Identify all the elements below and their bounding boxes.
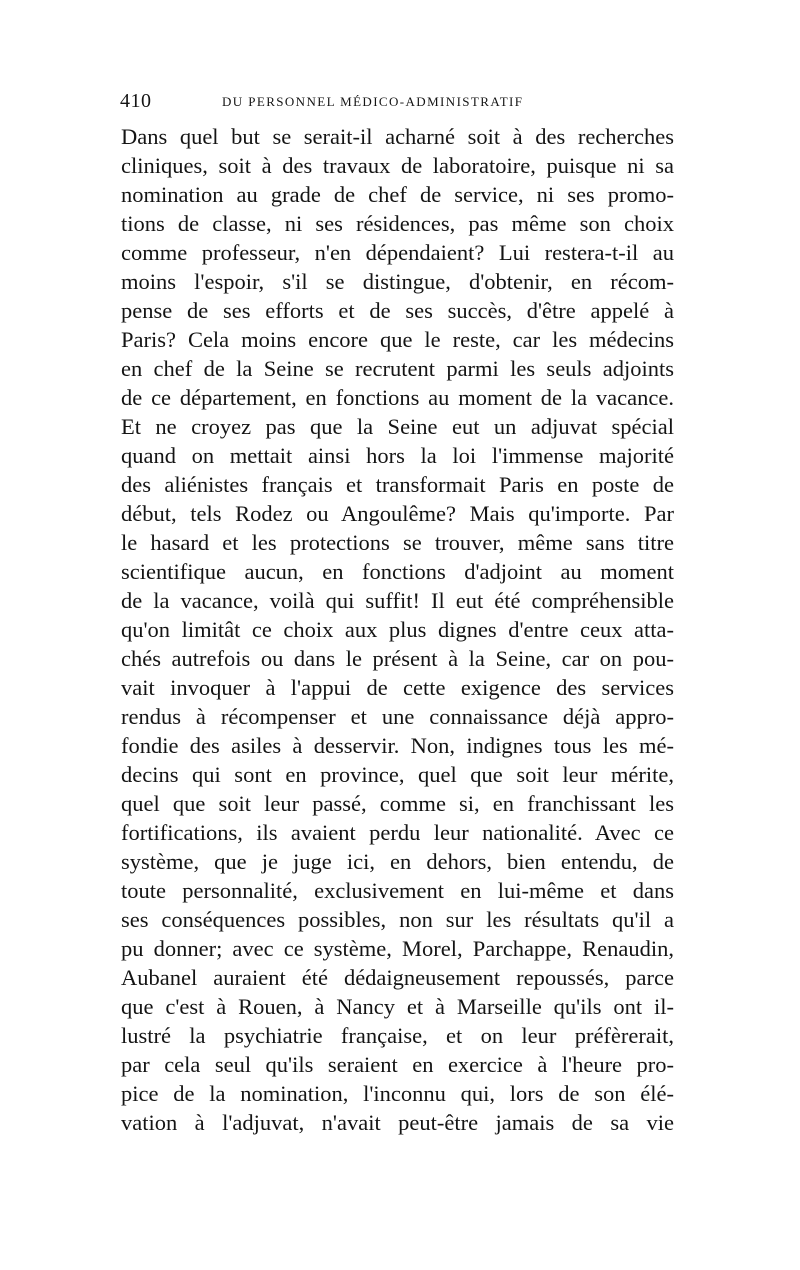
text-line: ses conséquences possibles, non sur les résultats qu'il a <box>121 907 674 932</box>
text-line: pice de la nomination, l'inconnu qui, lors de son élé- <box>121 1081 674 1106</box>
running-head <box>120 90 680 114</box>
text-line: nomination au grade de chef de service, ni ses promo- <box>121 182 674 207</box>
running-title: DU PERSONNEL MÉDICO-ADMINISTRATIF <box>222 94 524 109</box>
text-line: pense de ses efforts et de ses succès, d'être appelé à <box>121 298 674 323</box>
text-line: Aubanel auraient été dédaigneusement repoussés, parce <box>121 965 674 990</box>
text-line: fortifications, ils avaient perdu leur nationalité. Avec ce <box>121 820 674 845</box>
text-line: vait invoquer à l'appui de cette exigence des services <box>121 675 674 700</box>
text-line: quand on mettait ainsi hors la loi l'immense majorité <box>121 443 674 468</box>
text-line: par cela seul qu'ils seraient en exercice à l'heure pro- <box>121 1052 674 1077</box>
text-line: cliniques, soit à des travaux de laboratoire, puisque ni sa <box>121 153 674 178</box>
text-line: tions de classe, ni ses résidences, pas même son choix <box>121 211 674 236</box>
text-line: Paris? Cela moins encore que le reste, car les médecins <box>121 327 674 352</box>
text-line: Et ne croyez pas que la Seine eut un adjuvat spécial <box>121 414 674 439</box>
text-line: que c'est à Rouen, à Nancy et à Marseille qu'ils ont il- <box>121 994 674 1019</box>
text-line: lustré la psychiatrie française, et on leur préfèrerait, <box>121 1023 674 1048</box>
text-line: système, que je juge ici, en dehors, bien entendu, de <box>121 849 674 874</box>
page-number: 410 <box>120 90 152 112</box>
text-line: des aliénistes français et transformait Paris en poste de <box>121 472 674 497</box>
text-line: comme professeur, n'en dépendaient? Lui restera-t-il au <box>121 240 674 265</box>
text-line: moins l'espoir, s'il se distingue, d'obtenir, en récom- <box>121 269 674 294</box>
text-line: toute personnalité, exclusivement en lui-même et dans <box>121 878 674 903</box>
text-line: vation à l'adjuvat, n'avait peut-être jamais de sa vie <box>121 1110 674 1135</box>
text-line: chés autrefois ou dans le présent à la Seine, car on pou- <box>121 646 674 671</box>
text-line: fondie des asiles à desservir. Non, indignes tous les mé- <box>121 733 674 758</box>
text-line: de la vacance, voilà qui suffit! Il eut été compréhensible <box>121 588 674 613</box>
text-line: qu'on limitât ce choix aux plus dignes d'entre ceux atta- <box>121 617 674 642</box>
text-line: le hasard et les protections se trouver, même sans titre <box>121 530 674 555</box>
text-line: scientifique aucun, en fonctions d'adjoint au moment <box>121 559 674 584</box>
text-line: en chef de la Seine se recrutent parmi les seuls adjoints <box>121 356 674 381</box>
text-line: de ce département, en fonctions au moment de la vacance. <box>121 385 674 410</box>
text-line: quel que soit leur passé, comme si, en franchissant les <box>121 791 674 816</box>
text-line: début, tels Rodez ou Angoulême? Mais qu'importe. Par <box>121 501 674 526</box>
text-line: Dans quel but se serait-il acharné soit à des recherches <box>121 124 674 149</box>
body-text <box>121 122 674 1137</box>
text-line: rendus à récompenser et une connaissance déjà appro- <box>121 704 674 729</box>
text-line: decins qui sont en province, quel que soit leur mérite, <box>121 762 674 787</box>
text-line: pu donner; avec ce système, Morel, Parchappe, Renaudin, <box>121 936 674 961</box>
